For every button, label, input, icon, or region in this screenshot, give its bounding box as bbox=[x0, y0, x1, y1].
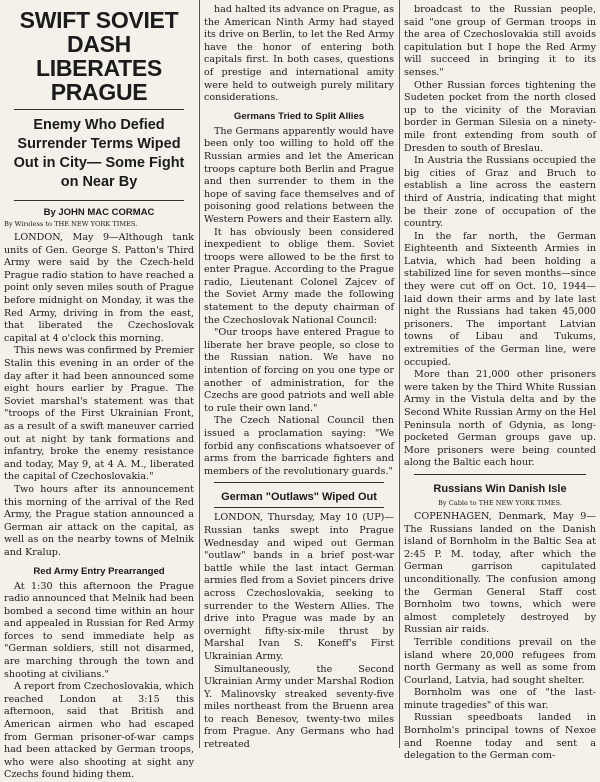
divider bbox=[14, 109, 184, 110]
column-3 bbox=[400, 0, 600, 762]
column-1 bbox=[0, 0, 198, 781]
divider bbox=[14, 200, 184, 201]
paragraph: Simultaneously, the Second Ukrainian Army under Marshal Rodion Y. Malinovsky streaked seventy-five miles northeast from the Bruenn area to reach Benesov, twenty-two miles from Prague. Any Germans who had retreated bbox=[204, 663, 394, 751]
paragraph: "Our troops have entered Prague to liberate her brave people, so close to the Russian nation. We have no intention of forcing on you one type or another of administration, for the Czechs are good patriots and well able to rule their own land." bbox=[204, 327, 394, 414]
paragraph: It has obviously been considered inexpedient to oblige them. Soviet troops were allowed to be the first to enter Prague. According to the Prague radio, Lieutenant Colonel Zajcev of the Soviet Army made the following statement to the deputy chairman of the Czechoslovak National Council: bbox=[204, 226, 394, 326]
byline: By JOHN MAC CORMAC bbox=[43, 207, 155, 219]
paragraph: At 1:30 this afternoon the Prague radio announced that Melnik had been bombed a second time within an hour and appealed in Russian for Red Army forces to send immediate help as "German soldiers, still not disarmed, are marching through the town and shooting at civilians." bbox=[4, 580, 194, 680]
paragraph: Bornholm was one of "the last-minute tragedies" of this war. bbox=[404, 687, 596, 711]
outlaws-headline: German "Outlaws" Wiped Out bbox=[221, 491, 377, 504]
paragraph: More than 21,000 other prisoners were taken by the Third White Russian Army in the Vistula delta and by the Second White Russian Army on the Hel Peninsula north of Gdynia, as long-pocketed German groups gave up. More prisoners were being counted along the Baltic each hour. bbox=[404, 369, 596, 469]
divider bbox=[414, 474, 586, 475]
subhead: Red Army Entry Prearranged bbox=[33, 565, 165, 577]
paragraph: Russian speedboats landed in Bornholm's principal towns of Nexoe and Roenne today and sent a delegation to the German com- bbox=[404, 712, 596, 762]
paragraph: The Germans apparently would have been only too willing to hold off the Russian armies and let the American troops capture both Berlin and Prague and then surrender to them in the hope of saving face themselves and of poisoning good relations between the Western Powers and their Eastern ally. bbox=[204, 125, 394, 225]
danish-headline: Russians Win Danish Isle bbox=[433, 482, 567, 495]
wire-credit: By Wireless to THE NEW YORK TIMES. bbox=[4, 220, 138, 229]
paragraph: LONDON, Thursday, May 10 (UP)—Russian tanks swept into Prague Wednesday and wiped out German "outlaw" bands in a brief post-war battle while the last intact German armies fled from a Soviet pincers drive across Czechoslovakia, seeking to surrender to the Western Allies. The drive into Prague was made by an overnight fifty-six-mile thrust by Marshal Ivan S. Koneff's First Ukrainian Army. bbox=[204, 512, 394, 662]
paragraph: In Austria the Russians occupied the big cities of Graz and Bruch to establish a line across the eastern third of Austria, indicating that might be their zone of occupation of the country. bbox=[404, 155, 596, 230]
main-deck: Enemy Who Defied Surrender Terms Wiped Out in City— Some Fight on Near By bbox=[13, 116, 185, 190]
divider bbox=[214, 507, 384, 508]
paragraph: COPENHAGEN, Denmark, May 9—The Russians landed on the Danish island of Bornholm in the Baltic Sea at 2:45 P. M. today, after which the German garrison capitulated unconditionally. The confusion among the German General Staff cost Bornholm two towns, which were almost completely destroyed by Russian air raids. bbox=[404, 510, 596, 636]
divider bbox=[214, 482, 384, 483]
paragraph: had halted its advance on Prague, as the American Ninth Army had stayed its drive on Berlin, to let the Red Army have the honor of entering both capitals first. In both cases, questions of prestige and international amity were held to outweigh purely military considerations. bbox=[204, 4, 394, 104]
paragraph: Two hours after its announcement this morning of the arrival of the Red Army, the Prague station announced a German air attack on the capital, as well as on the nearby towns of Melnik and Kralup. bbox=[4, 483, 194, 558]
paragraph: LONDON, May 9—Although tank units of Gen. George S. Patton's Third Army were said by the Czech-held Prague radio station to have reached a point only seven miles south of Prague before midnight on Monday, it was the Red Army, driving in from the east, that liberated the Czechoslovak capital at 4 o'clock this morning. bbox=[4, 232, 194, 344]
paragraph: In the far north, the German Eighteenth and Sixteenth Armies in Latvia, which had been holding a stabilized line for seven months—since they were cut off on Oct. 10, 1944—laid down their arms and by late last night the Russians had taken 45,000 prisoners. The important Latvian towns of Libau and Tukums, extremities of the German line, were occupied. bbox=[404, 230, 596, 368]
wire-credit: By Cable to THE NEW YORK TIMES. bbox=[438, 498, 562, 507]
paragraph: A report from Czechoslovakia, which reached London at 3:15 this afternoon, said that British and American airmen who had escaped from German prisoner-of-war camps had been attacked by German troops, who were also shooting at sight any Czechs found hiding them. bbox=[4, 681, 194, 781]
paragraph: Other Russian forces tightening the Sudeten pocket from the north closed up to the vicinity of the Moravian border in German Silesia on a ninety-mile front extending from south of Dresden to south of Breslau. bbox=[404, 79, 596, 154]
paragraph: broadcast to the Russian people, said "one group of German troops in the area of Czechoslovakia still avoids capitulation but I hope the Red Army will succeed in bringing it to its senses." bbox=[404, 4, 596, 78]
paragraph: This news was confirmed by Premier Stalin this evening in an order of the day after it had been announced some eight hours earlier by Prague. The Soviet marshal's statement was that "troops of the First Ukrainian Front, as a result of a swift maneuver carried out at night by tank formations and infantry, broke the enemy resistance and today, May 9, at 4 A. M., liberated the capital of Czechoslovakia." bbox=[4, 345, 194, 483]
paragraph: The Czech National Council then issued a proclamation saying: "We forbid any confiscations whatsoever of arms from the barricade fighters and members of the revolutionary guards." bbox=[204, 415, 394, 477]
main-headline: SWIFT SOVIET DASH LIBERATES PRAGUE bbox=[19, 7, 179, 106]
subhead: Germans Tried to Split Allies bbox=[233, 110, 365, 122]
column-2 bbox=[200, 0, 398, 751]
paragraph: Terrible conditions prevail on the island where 20,000 refugees from north Germany as well as some from Courland, Latvia, had sought shelter. bbox=[404, 636, 596, 686]
